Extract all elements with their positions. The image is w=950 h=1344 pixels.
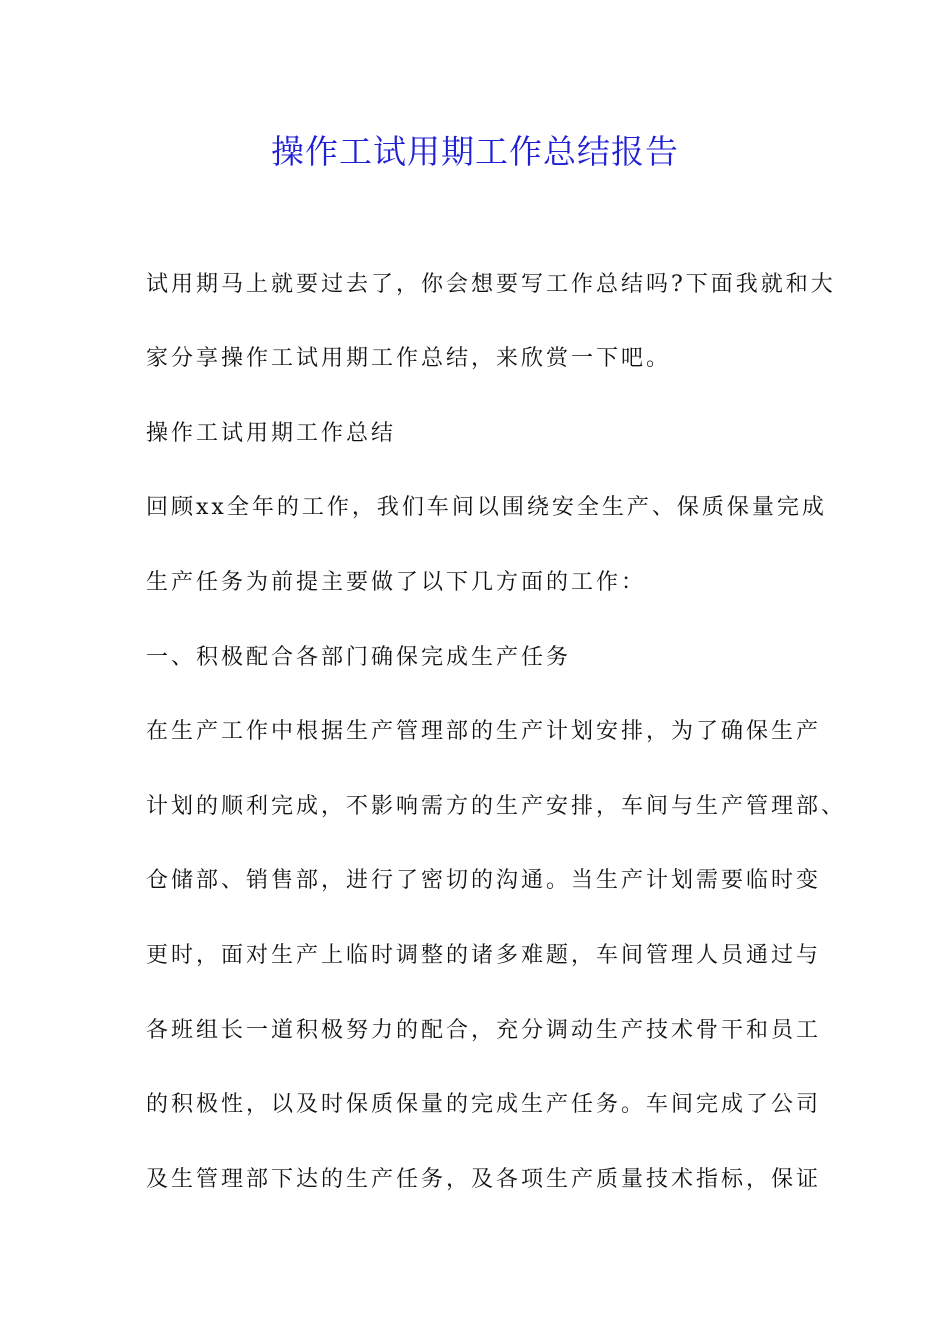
section-heading: 操作工试用期工作总结 [146, 421, 397, 446]
paragraph-line: 在生产工作中根据生产管理部的生产计划安排，为了确保生产 [146, 719, 822, 744]
document-title: 操作工试用期工作总结报告 [271, 132, 679, 171]
paragraph-line: 更时，面对生产上临时调整的诸多难题，车间管理人员通过与 [146, 943, 822, 968]
paragraph-line: 的积极性，以及时保质保量的完成生产任务。车间完成了公司 [146, 1092, 822, 1117]
paragraph-line: 及生管理部下达的生产任务，及各项生产质量技术指标，保证 [146, 1167, 822, 1192]
section-heading: 一、积极配合各部门确保完成生产任务 [146, 645, 572, 670]
paragraph-line: 试用期马上就要过去了，你会想要写工作总结吗?下面我就和大 [146, 272, 836, 297]
paragraph-line: 仓储部、销售部，进行了密切的沟通。当生产计划需要临时变 [146, 868, 822, 893]
paragraph-line: 计划的顺利完成，不影响需方的生产安排，车间与生产管理部、 [146, 794, 847, 819]
paragraph-line: 家分享操作工试用期工作总结，来欣赏一下吧。 [146, 346, 672, 371]
paragraph-line: 生产任务为前提主要做了以下几方面的工作： [146, 570, 647, 595]
paragraph-line: 各班组长一道积极努力的配合，充分调动生产技术骨干和员工 [146, 1018, 822, 1043]
paragraph-line: 回顾xx全年的工作，我们车间以围绕安全生产、保质保量完成 [146, 495, 827, 520]
